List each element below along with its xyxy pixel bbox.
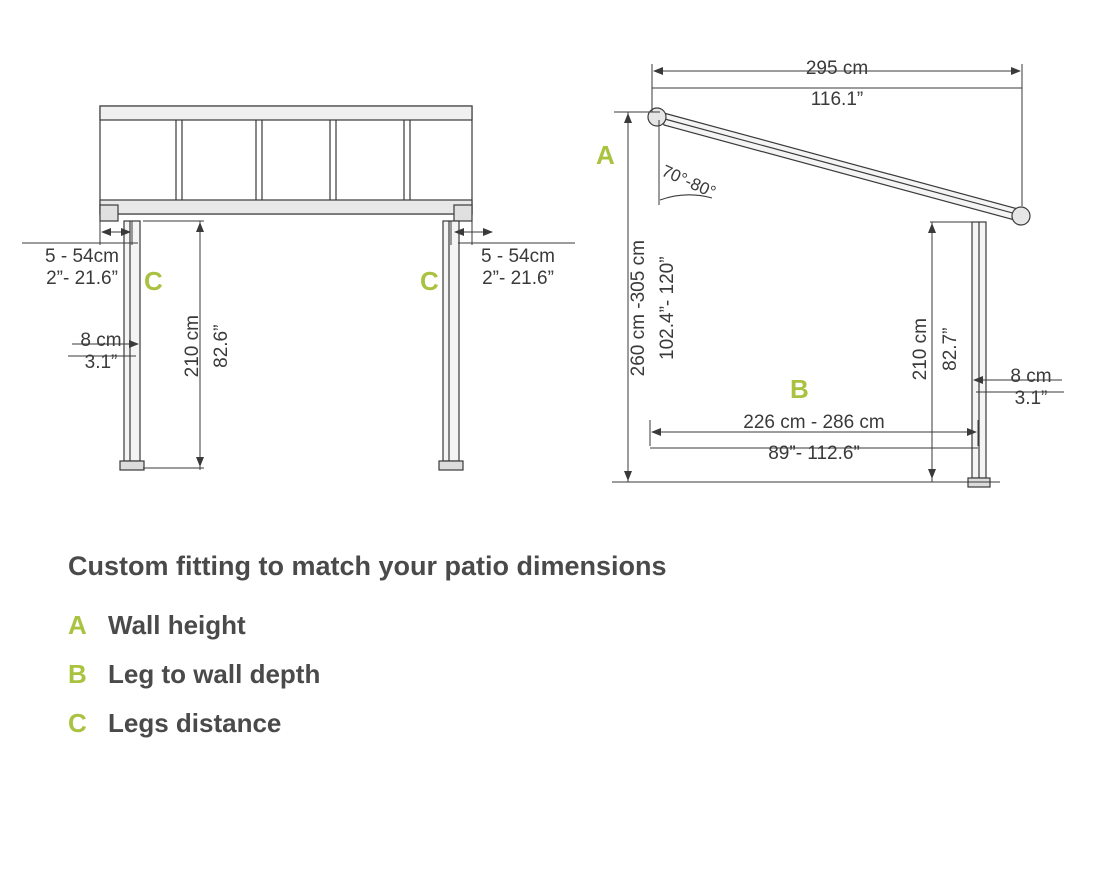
legend-title: Custom fitting to match your patio dimensions (68, 551, 667, 581)
legend-key-b: B (68, 659, 87, 690)
legend-key-a: A (68, 610, 87, 641)
legend-item-c (68, 708, 768, 739)
side-leg-height-imperial-label: 82.7” (939, 327, 961, 371)
wall-height-metric-label: 260 cm -305 cm (627, 240, 649, 377)
front-right-offset-imperial: 2”- 21.6” (482, 268, 554, 290)
roof-angle-label: 70°-80° (658, 161, 719, 202)
marker-b: B (790, 374, 809, 404)
front-left-offset-imperial: 2”- 21.6” (46, 268, 118, 290)
wall-height-imperial-label: 102.4”- 120” (656, 256, 678, 360)
marker-a: A (596, 140, 615, 170)
front-leg-height-imperial-label: 82.6” (210, 324, 232, 368)
depth-metric-label: 226 cm - 286 cm (743, 412, 885, 433)
marker-c-left: C (144, 266, 163, 296)
side-leg-width-imperial: 3.1” (1014, 388, 1048, 410)
side-leg-height-metric-label: 210 cm (909, 318, 931, 381)
front-right-offset-label (458, 246, 578, 291)
legend-item-a (68, 610, 768, 641)
depth-imperial-label: 89”- 112.6” (768, 443, 860, 464)
side-leg-width-metric: 8 cm (1010, 366, 1052, 387)
legend-label-a: Wall height (108, 610, 246, 641)
front-leg-width-metric: 8 cm (80, 330, 122, 351)
front-right-offset-metric: 5 - 54cm (481, 246, 555, 267)
legend-label-c: Legs distance (108, 708, 282, 739)
front-left-offset-label (22, 246, 142, 291)
legend (68, 548, 768, 757)
roof-length-metric-label: 295 cm (805, 58, 869, 79)
legend-item-b (68, 659, 768, 690)
front-leg-width-label (66, 330, 136, 375)
marker-c-right: C (420, 266, 439, 296)
roof-length-imperial-label: 116.1” (810, 89, 864, 110)
front-left-offset-metric: 5 - 54cm (45, 246, 119, 267)
legend-label-b: Leg to wall depth (108, 659, 321, 690)
front-leg-height-metric-label: 210 cm (181, 315, 203, 378)
side-leg-width-label (995, 366, 1067, 411)
front-leg-width-imperial: 3.1” (84, 352, 118, 374)
legend-key-c: C (68, 708, 87, 739)
